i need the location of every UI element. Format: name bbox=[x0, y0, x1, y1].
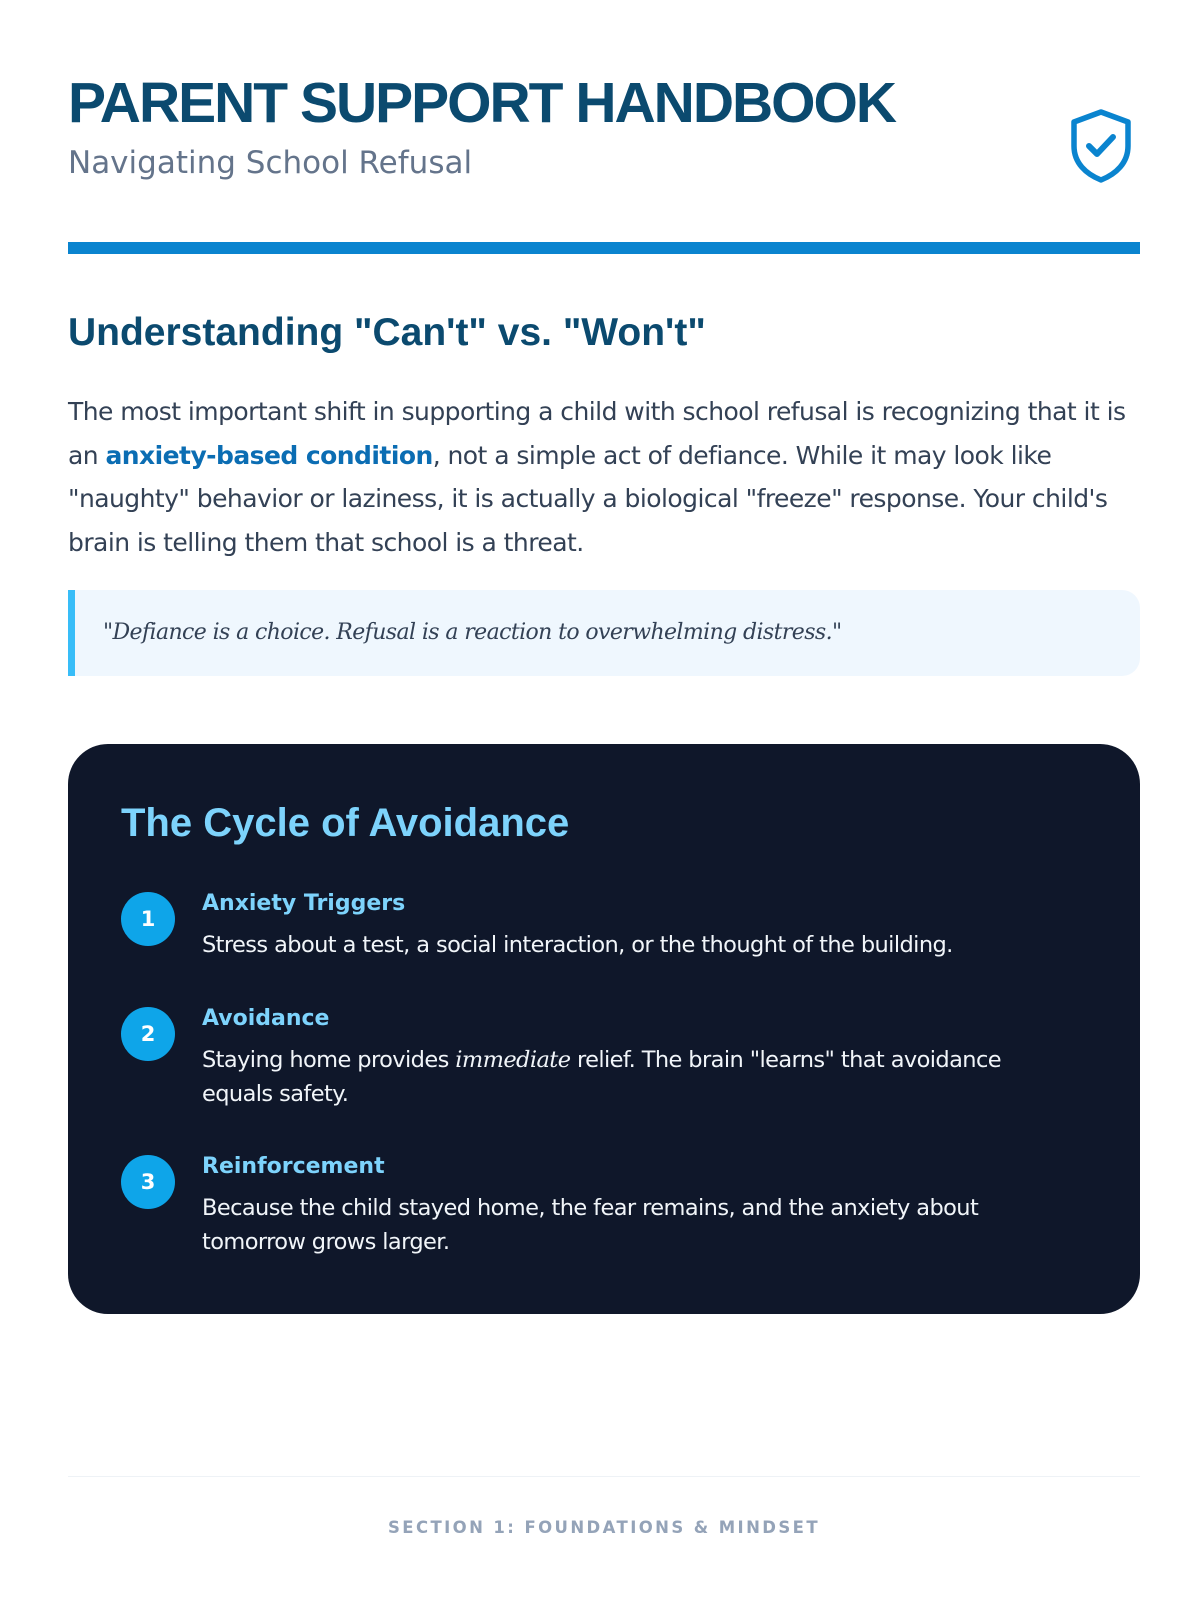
section-title: Understanding "Can't" vs. "Won't" bbox=[68, 311, 706, 354]
step-label: Anxiety Triggers bbox=[202, 891, 406, 916]
step-description-end: relief. The brain "learns" that avoidance equals safety. bbox=[202, 1047, 1001, 1107]
shield-check-icon bbox=[1068, 108, 1134, 184]
step-description bbox=[202, 1043, 1072, 1111]
page-title: PARENT SUPPORT HANDBOOK bbox=[68, 71, 895, 135]
paragraph-text-start: The most important shift in supporting a child with school refusal is recognizing that it is an bbox=[68, 397, 1126, 470]
paragraph-highlight: anxiety-based condition bbox=[105, 440, 433, 470]
cycle-card bbox=[68, 744, 1140, 1314]
footer-section-label: SECTION 1: FOUNDATIONS & MINDSET bbox=[387, 1518, 821, 1537]
intro-paragraph bbox=[68, 390, 1140, 564]
paragraph-text-end: , not a simple act of defiance. While it may look like "naughty" behavior or laziness, it is actually a biological "freeze" response. Your child's brain is telling them that school is a threat. bbox=[68, 440, 1108, 557]
page-subtitle: Navigating School Refusal bbox=[68, 145, 473, 181]
step-description: Stress about a test, a social interaction, or the thought of the building. bbox=[202, 932, 953, 958]
header-divider bbox=[68, 242, 1140, 254]
page-header bbox=[68, 62, 1140, 242]
pull-quote bbox=[68, 590, 1140, 676]
step-label: Reinforcement bbox=[202, 1154, 385, 1179]
step-number: 2 bbox=[121, 1007, 175, 1061]
step-number: 1 bbox=[121, 892, 175, 946]
step-description-start: Staying home provides bbox=[202, 1047, 456, 1073]
handbook-page bbox=[68, 0, 1140, 1600]
step-label: Avoidance bbox=[202, 1006, 330, 1031]
step-number: 3 bbox=[121, 1155, 175, 1209]
pull-quote-text: "Defiance is a choice. Refusal is a reaction to overwhelming distress." bbox=[103, 620, 842, 645]
step-description: Because the child stayed home, the fear remains, and the anxiety about tomorrow grows larger. bbox=[202, 1195, 979, 1255]
footer-divider bbox=[68, 1476, 1140, 1477]
cycle-title: The Cycle of Avoidance bbox=[121, 801, 570, 845]
step-description-emphasis: immediate bbox=[455, 1047, 571, 1073]
